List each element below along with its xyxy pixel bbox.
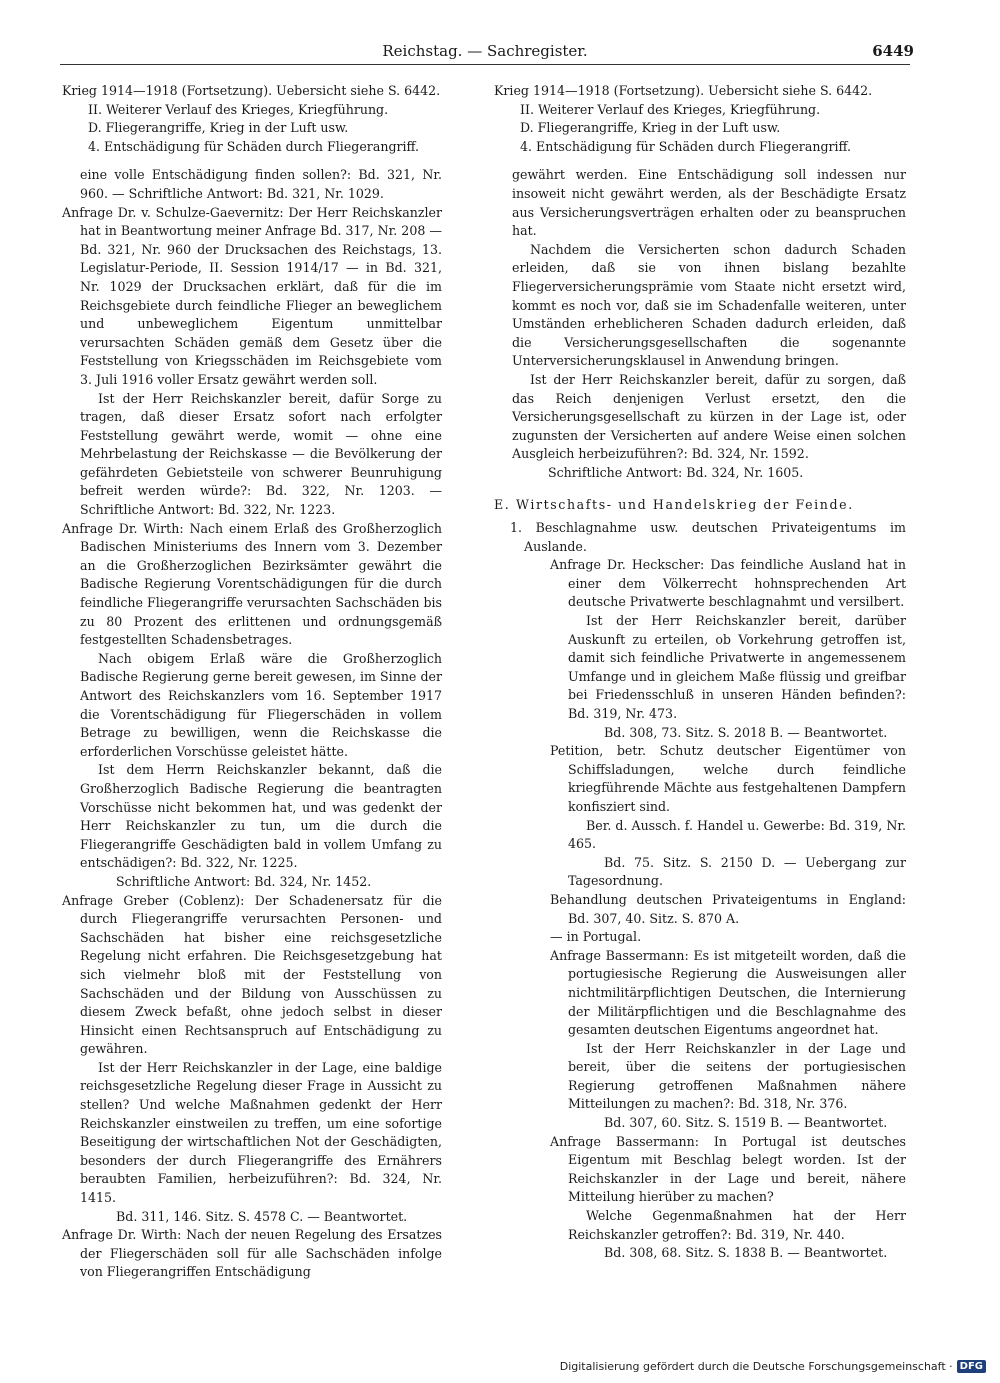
heading-line: 4. Entschädigung für Schäden durch Fliegerangriff. xyxy=(88,138,420,154)
index-entry: Nach obigem Erlaß wäre die Großherzoglich Badische Regierung gerne bereit gewesen, im Sinne der Antwort des Reichskanzlers vom 16. September 1917 die Vorentschädigung für Fliegerschäden in vollem Betrage zu bewilligen, wenn die Reichskasse die erforderlichen Vorschüsse geleistet hätte. xyxy=(80,650,442,759)
index-entry: Anfrage Dr. Wirth: Nach einem Erlaß des Großherzoglich Badischen Ministeriums des Innern vom 3. Dezember an die Großherzoglichen Bezirksämter gewährt die Badische Regierung Vorentschädigungen für die durch feindliche Fliegerangriffe verursachten Sachschäden bis zu 80 Prozent des erlittenen und ordnungsgemäß festgestellten Schadensbetrages. xyxy=(62,520,443,648)
index-entry: Bd. 311, 146. Sitz. S. 4578 C. — Beantwortet. xyxy=(116,1208,408,1224)
heading-line: Krieg 1914—1918 (Fortsetzung). Uebersicht siehe S. 6442. xyxy=(494,83,873,98)
heading-line: II. Weiterer Verlauf des Krieges, Kriegführung. xyxy=(88,101,389,117)
left-column-body xyxy=(62,166,442,1282)
index-entry: Anfrage Dr. Heckscher: Das feindliche Ausland hat in einer dem Völkerrecht hohnsprechenden Art deutsche Privatwerte beschlagnahmt und versilbert. xyxy=(550,557,906,610)
index-entry: Schriftliche Antwort: Bd. 324, Nr. 1452. xyxy=(116,873,372,889)
index-entry: eine volle Entschädigung finden sollen?: Bd. 321, Nr. 960. — Schriftliche Antwort: Bd. 321, Nr. 1029. xyxy=(80,167,442,201)
index-entry: Petition, betr. Schutz deutscher Eigentümer von Schiffsladungen, welche durch feindliche kriegführende Mächte aus festgehaltenen Dampfern konfisziert sind. xyxy=(550,743,906,814)
index-entry: Ist der Herr Reichskanzler in der Lage, eine baldige reichsgesetzliche Regelung dieser Frage in Aussicht zu stellen? Und welche Maßnahmen gedenkt der Herr Reichskanzler einstweilen zu treffen, um eine sofortige Beseitigung der wirtschaftlichen Not der Geschädigten, besonders der durch Fliegerangriffe des Ernährers beraubten Familien, herbeizuführen?: Bd. 324, Nr. 1415. xyxy=(80,1059,442,1206)
index-entry: gewährt werden. Eine Entschädigung soll indessen nur insoweit nicht gewährt werden, als der Beschädigte Ersatz aus Versicherungsverträgen erhalten oder zu beanspruchen hat. xyxy=(512,167,906,239)
running-title: Reichstag. — Sachregister. xyxy=(382,42,588,60)
right-column-body xyxy=(494,166,906,1262)
index-entry: Schriftliche Antwort: Bd. 324, Nr. 1605. xyxy=(548,464,804,480)
index-entry: Behandlung deutschen Privateigentums in England: Bd. 307, 40. Sitz. S. 870 A. xyxy=(550,891,906,926)
right-section-heading xyxy=(494,82,906,156)
index-entry: Bd. 308, 73. Sitz. S. 2018 B. — Beantwortet. xyxy=(604,724,888,740)
index-entry: Ber. d. Aussch. f. Handel u. Gewerbe: Bd. 319, Nr. 465. xyxy=(568,817,906,852)
heading-line: 4. Entschädigung für Schäden durch Fliegerangriff. xyxy=(520,138,852,154)
footer-text: Digitalisierung gefördert durch die Deutsche Forschungsgemeinschaft · xyxy=(559,1360,953,1373)
index-entry: Anfrage Bassermann: In Portugal ist deutsches Eigentum mit Beschlag belegt worden. Ist der Reichskanzler in der Lage und bereit, nähere Mitteilung hierüber zu machen? xyxy=(550,1133,906,1205)
heading-line: D. Fliegerangriffe, Krieg in der Luft usw. xyxy=(520,120,781,136)
page-header xyxy=(60,40,914,65)
index-entry: Bd. 307, 60. Sitz. S. 1519 B. — Beantwortet. xyxy=(604,1115,888,1131)
index-entry: Anfrage Bassermann: Es ist mitgeteilt worden, daß die portugiesische Regierung die Ausweisungen aller nichtmilitärpflichtigen Deutschen, die Internierung der Militärpflichtigen und die Beschlagnahme des gesamten deutschen Eigentums angeordnet hat. xyxy=(550,947,906,1038)
heading-line: D. Fliegerangriffe, Krieg in der Luft usw. xyxy=(88,120,349,136)
footer-credit xyxy=(560,1360,986,1373)
index-entry: Ist der Herr Reichskanzler bereit, dafür zu sorgen, daß das Reich denjenigen Verlust ersetzt, den die Versicherungsgesellschaft zu kürzen in der Lage ist, oder zugunsten der Versicherten auf andere Weise einen solchen Ausgleich herbeizuführen?: Bd. 324, Nr. 1592. xyxy=(512,371,906,462)
subsection-heading: 1. Beschlagnahme usw. deutschen Privateigentums im Auslande. xyxy=(510,520,906,554)
heading-line: II. Weiterer Verlauf des Krieges, Kriegführung. xyxy=(520,101,821,117)
dfg-logo: DFG xyxy=(957,1360,986,1373)
index-entry: Anfrage Dr. Wirth: Nach der neuen Regelung des Ersatzes der Fliegerschäden soll für alle Sachschäden infolge von Fliegerangriffen Entschädigung xyxy=(62,1227,442,1280)
index-entry: — in Portugal. xyxy=(550,929,642,945)
heading-line: Krieg 1914—1918 (Fortsetzung). Uebersicht siehe S. 6442. xyxy=(62,83,441,98)
index-entry: Anfrage Dr. v. Schulze-Gaevernitz: Der Herr Reichskanzler hat in Beantwortung meiner Anfrage Bd. 317, Nr. 208 — Bd. 321, Nr. 960 der Drucksachen des Reichstags, 13. Legislatur-Periode, II. Session 1914/17 — in Bd. 321, Nr. 1029 der Drucksachen erklärt, daß für die im Reichsgebiete durch feindliche Flieger an beweglichem und unbeweglichem Eigentum unmittelbar verursachten Schäden gemäß dem Gesetz über die Feststellung von Kriegsschäden im Reichsgebiete vom 3. Juli 1916 voller Ersatz gewährt werden soll. xyxy=(62,204,442,387)
index-entry: Ist der Herr Reichskanzler in der Lage und bereit, über die seitens der portugiesischen Regierung getroffenen Maßnahmen nähere Mitteilungen zu machen?: Bd. 318, Nr. 376. xyxy=(568,1040,906,1112)
section-heading: E. Wirtschafts- und Handelskrieg der Feinde. xyxy=(494,497,854,513)
right-column xyxy=(494,82,906,1263)
index-entry: Ist der Herr Reichskanzler bereit, darüber Auskunft zu erteilen, ob Vorkehrung getroffen ist, damit sich feindliche Privatwerte in angemessenem Umfange und in gleichem Maße flüssig und greifbar bei Friedensschluß in unseren Händen befinden?: Bd. 319, Nr. 473. xyxy=(568,613,906,721)
index-entry: Nachdem die Versicherten schon dadurch Schaden erleiden, daß sie von ihnen bislang bezahlte Fliegerversicherungsprämie vom Staate nicht ersetzt wird, kommt es noch vor, daß sie im Schadenfalle weiteren, unter Umständen erheblicheren Schaden dadurch erleiden, daß die Versicherungsgesellschaften die sogenannte Unterversicherungsklausel in Anwendung bringen. xyxy=(512,241,906,369)
index-entry: Ist der Herr Reichskanzler bereit, dafür Sorge zu tragen, daß dieser Ersatz sofort nach erfolgter Feststellung gewährt werde, womit — ohne eine Mehrbelastung der Reichskasse — die Bevölkerung der gefährdeten Gebietsteile von schwerer Beunruhigung befreit werden würde?: Bd. 322, Nr. 1203. — Schriftliche Antwort: Bd. 322, Nr. 1223. xyxy=(80,390,442,518)
index-entry: Ist dem Herrn Reichskanzler bekannt, daß die Großherzoglich Badische Regierung die beantragten Vorschüsse nicht bekommen hat, und was gedenkt der Herr Reichskanzler zu tun, um die durch die Fliegerangriffe Geschädigten bald in vollem Umfang zu entschädigen?: Bd. 322, Nr. 1225. xyxy=(80,762,442,871)
left-section-heading xyxy=(62,82,442,156)
left-column xyxy=(62,82,442,1282)
page-number: 6449 xyxy=(872,42,914,60)
index-entry: Bd. 75. Sitz. S. 2150 D. — Uebergang zur Tagesordnung. xyxy=(568,854,906,889)
index-entry: Bd. 308, 68. Sitz. S. 1838 B. — Beantwortet. xyxy=(604,1245,888,1261)
index-entry: Welche Gegenmaßnahmen hat der Herr Reichskanzler getroffen?: Bd. 319, Nr. 440. xyxy=(568,1208,906,1242)
index-entry: Anfrage Greber (Coblenz): Der Schadenersatz für die durch Fliegerangriffe verursachten Personen- und Sachschäden hat bisher eine reichsgesetzliche Regelung nicht erfahren. Die Reichsgesetzgebung hat sich vielmehr bloß mit der Feststellung von Sachschäden und der Bildung von Ausschüssen zu diesem Zweck befaßt, ohne jedoch selbst in dieser Hinsicht einen Rechtsanspruch auf Entschädigung zu gewähren. xyxy=(62,892,442,1057)
